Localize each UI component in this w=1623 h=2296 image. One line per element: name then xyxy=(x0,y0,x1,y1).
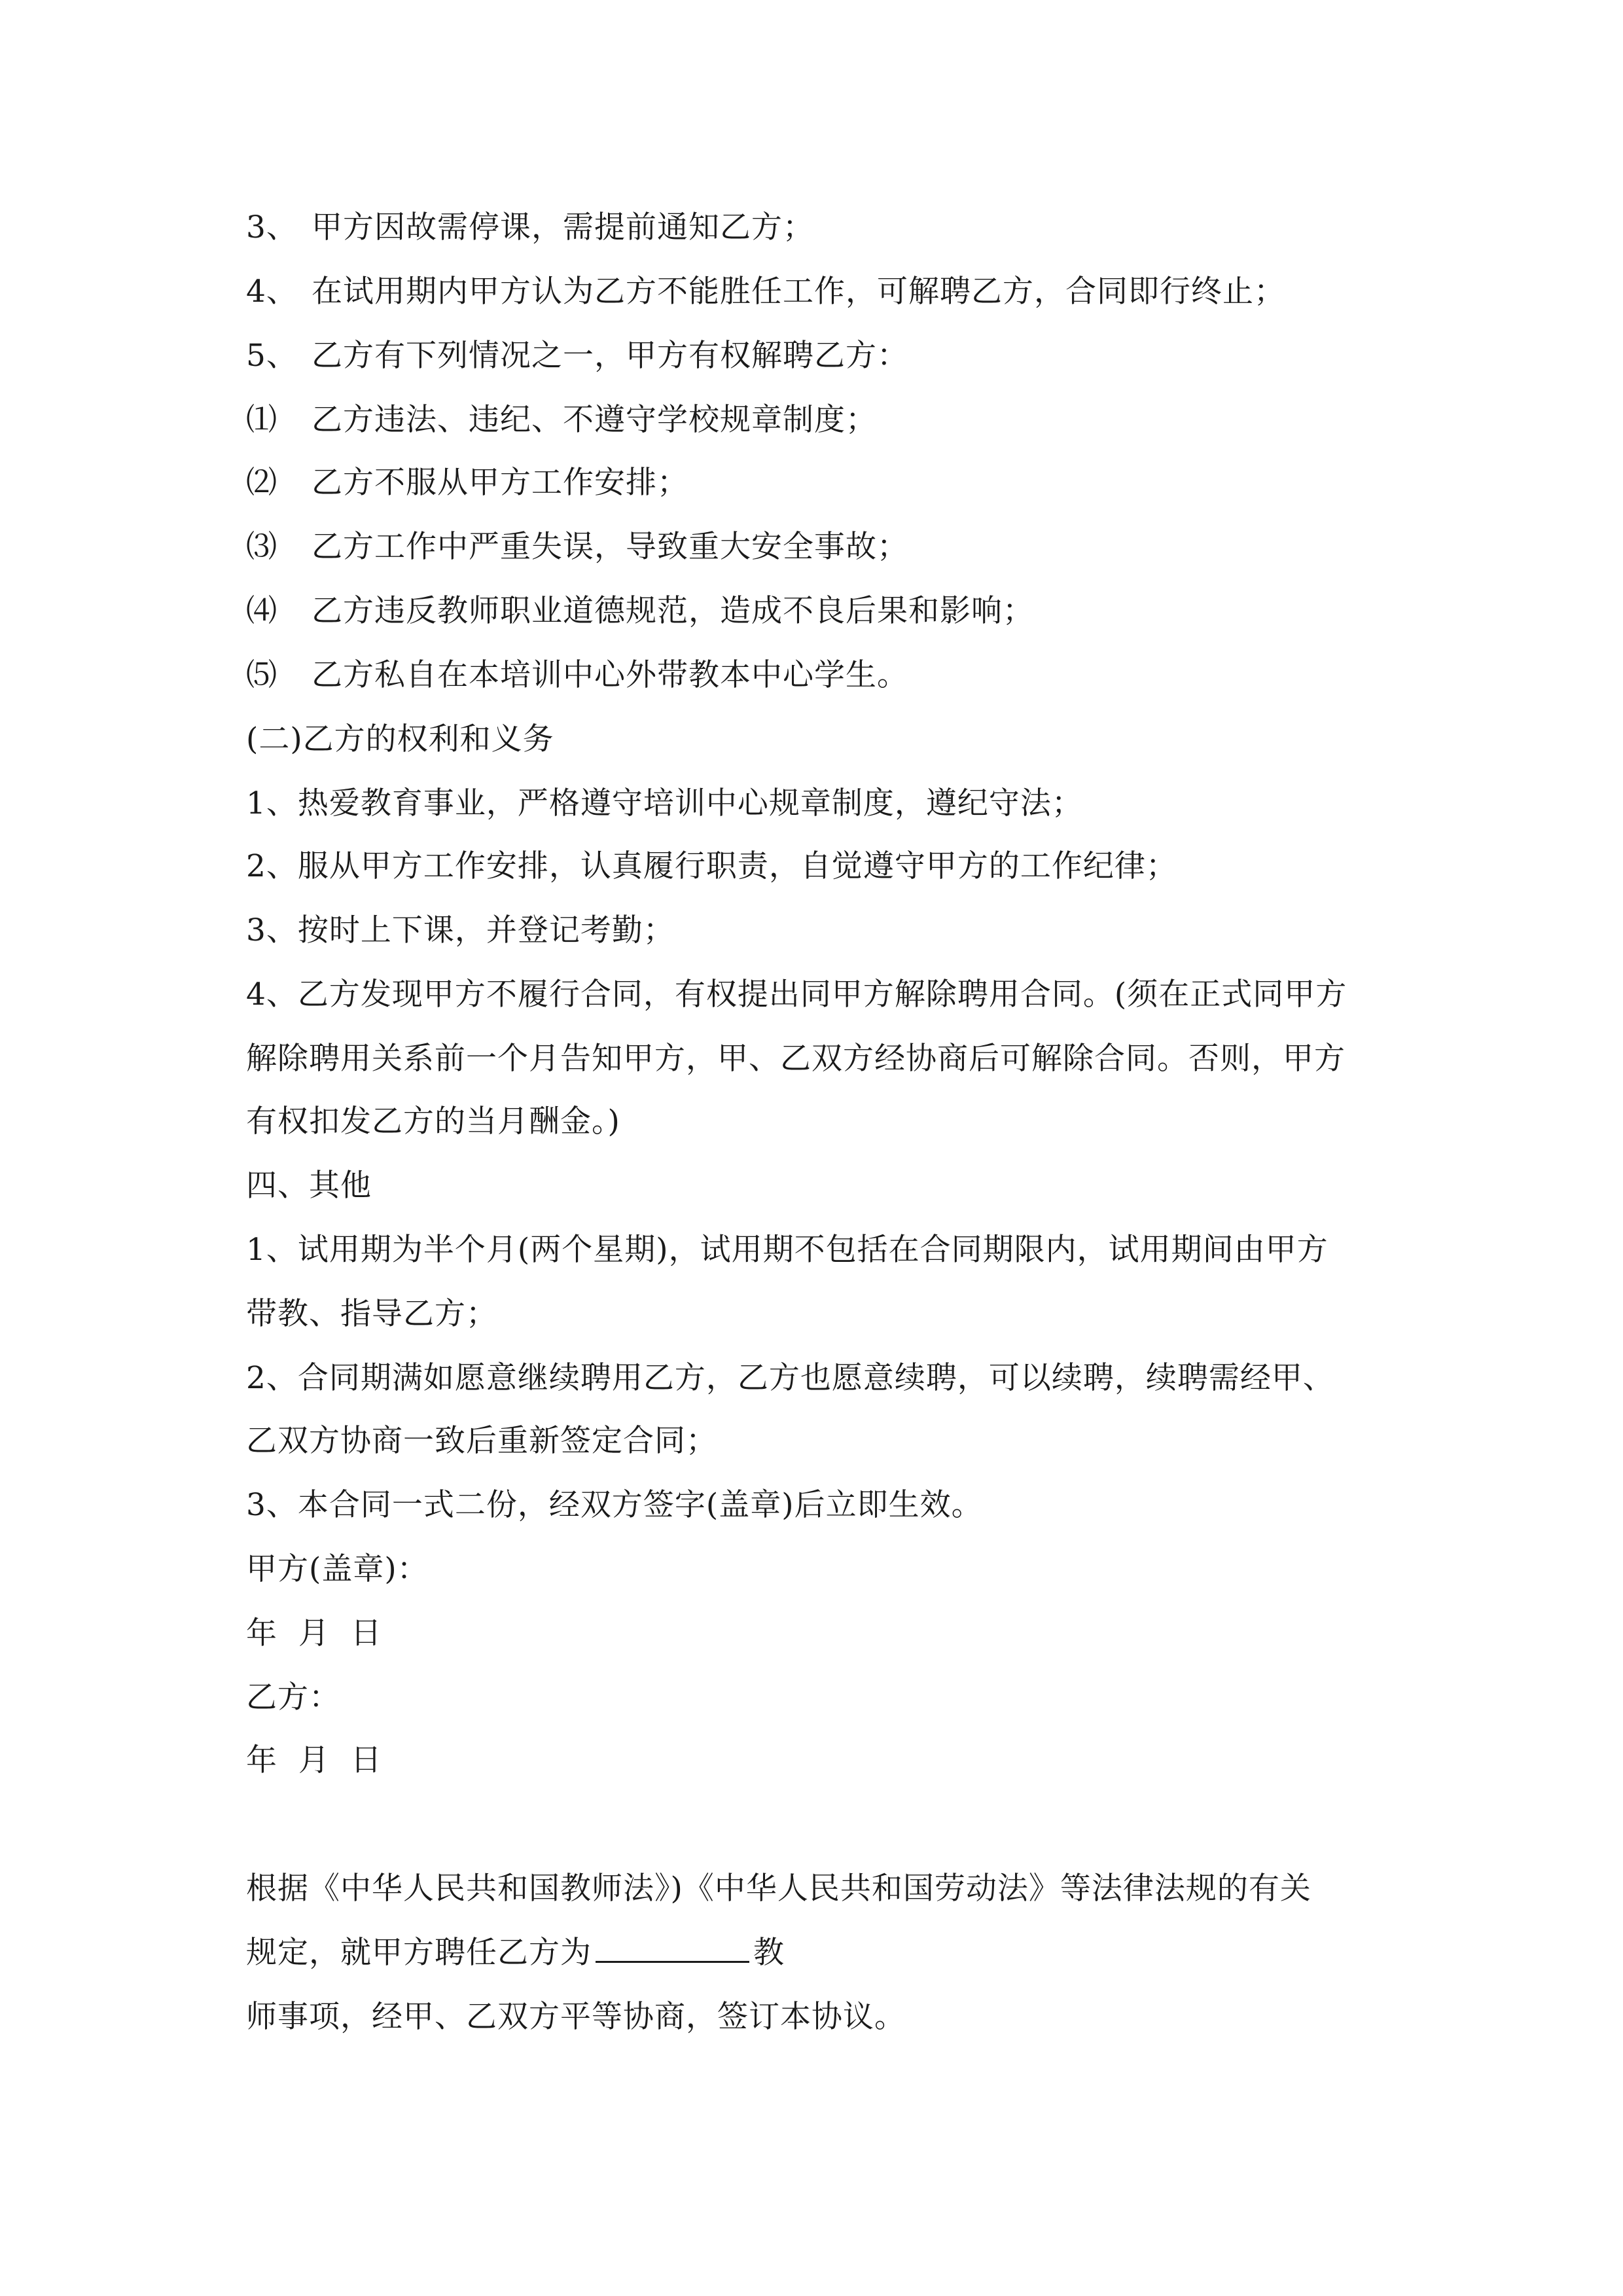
clause-text: 乙方有下列情况之一，甲方有权解聘乙方： xyxy=(312,338,908,374)
clause-line xyxy=(246,336,908,376)
clause-line xyxy=(246,528,908,567)
paragraph-line: 有权扣发乙方的当月酬金。) xyxy=(246,1103,620,1139)
paragraph-line: 3、按时上下课，并登记考勤； xyxy=(246,912,675,948)
paragraph-line: 3、本合同一式二份，经双方签字(盖章)后立即生效。 xyxy=(246,1487,983,1523)
clause-number: ⑴ xyxy=(246,402,277,438)
clause-text: 乙方违反教师职业道德规范，造成不良后果和影响； xyxy=(312,593,1034,629)
clause-line xyxy=(246,401,877,440)
party-a-signature-label: 甲方(盖章)： xyxy=(246,1551,429,1587)
party-a-date: 年 月 日 xyxy=(246,1615,382,1651)
clause-line xyxy=(246,592,1034,631)
paragraph-line: 带教、指导乙方； xyxy=(246,1296,497,1332)
clause-text: 乙方工作中严重失误，导致重大安全事故； xyxy=(312,529,908,565)
clause-number: ⑸ xyxy=(246,657,277,693)
section-heading: (二)乙方的权利和义务 xyxy=(246,721,554,757)
party-b-signature-label: 乙方： xyxy=(246,1679,340,1715)
closing-line xyxy=(246,1933,785,1973)
clause-number: ⑷ xyxy=(246,593,277,629)
paragraph-line: 解除聘用关系前一个月告知甲方，甲、乙双方经协商后可解除合同。否则，甲方 xyxy=(246,1041,1346,1077)
clause-number: ⑶ xyxy=(246,529,277,565)
paragraph-line: 1、热爱教育事业，严格遵守培训中心规章制度，遵纪守法； xyxy=(246,785,1083,821)
closing-text: 教 xyxy=(753,1935,785,1971)
party-b-date: 年 月 日 xyxy=(246,1742,382,1778)
clause-text: 乙方违法、违纪、不遵守学校规章制度； xyxy=(312,402,877,438)
clause-number: 3、 xyxy=(246,209,298,245)
closing-text: 规定，就甲方聘任乙方为 xyxy=(246,1935,592,1971)
clause-line xyxy=(246,656,908,695)
clause-number: ⑵ xyxy=(246,465,277,501)
clause-line xyxy=(246,272,1285,312)
clause-number: 5、 xyxy=(246,338,298,374)
paragraph-line: 4、乙方发现甲方不履行合同，有权提出同甲方解除聘用合同。(须在正式同甲方 xyxy=(246,977,1347,1013)
closing-line: 根据《中华人民共和国教师法》)《中华人民共和国劳动法》等法律法规的有关 xyxy=(246,1871,1311,1907)
clause-text: 甲方因故需停课，需提前通知乙方； xyxy=(312,209,814,245)
paragraph-line: 1、试用期为半个月(两个星期)，试用期不包括在合同期限内，试用期间由甲方 xyxy=(246,1232,1329,1268)
clause-number: 4、 xyxy=(246,274,298,310)
paragraph-line: 乙双方协商一致后重新签定合同； xyxy=(246,1423,717,1459)
closing-line: 师事项，经甲、乙双方平等协商，签订本协议。 xyxy=(246,1999,906,2035)
section-heading: 四、其他 xyxy=(246,1168,372,1204)
clause-line xyxy=(246,463,688,503)
paragraph-line: 2、合同期满如愿意继续聘用乙方，乙方也愿意续聘，可以续聘，续聘需经甲、 xyxy=(246,1360,1334,1396)
clause-line xyxy=(246,208,814,247)
paragraph-line: 2、服从甲方工作安排，认真履行职责，自觉遵守甲方的工作纪律； xyxy=(246,848,1177,884)
clause-text: 在试用期内甲方认为乙方不能胜任工作，可解聘乙方，合同即行终止； xyxy=(312,274,1285,310)
clause-text: 乙方私自在本培训中心外带教本中心学生。 xyxy=(312,657,908,693)
clause-text: 乙方不服从甲方工作安排； xyxy=(312,465,688,501)
fill-in-blank xyxy=(596,1933,749,1963)
